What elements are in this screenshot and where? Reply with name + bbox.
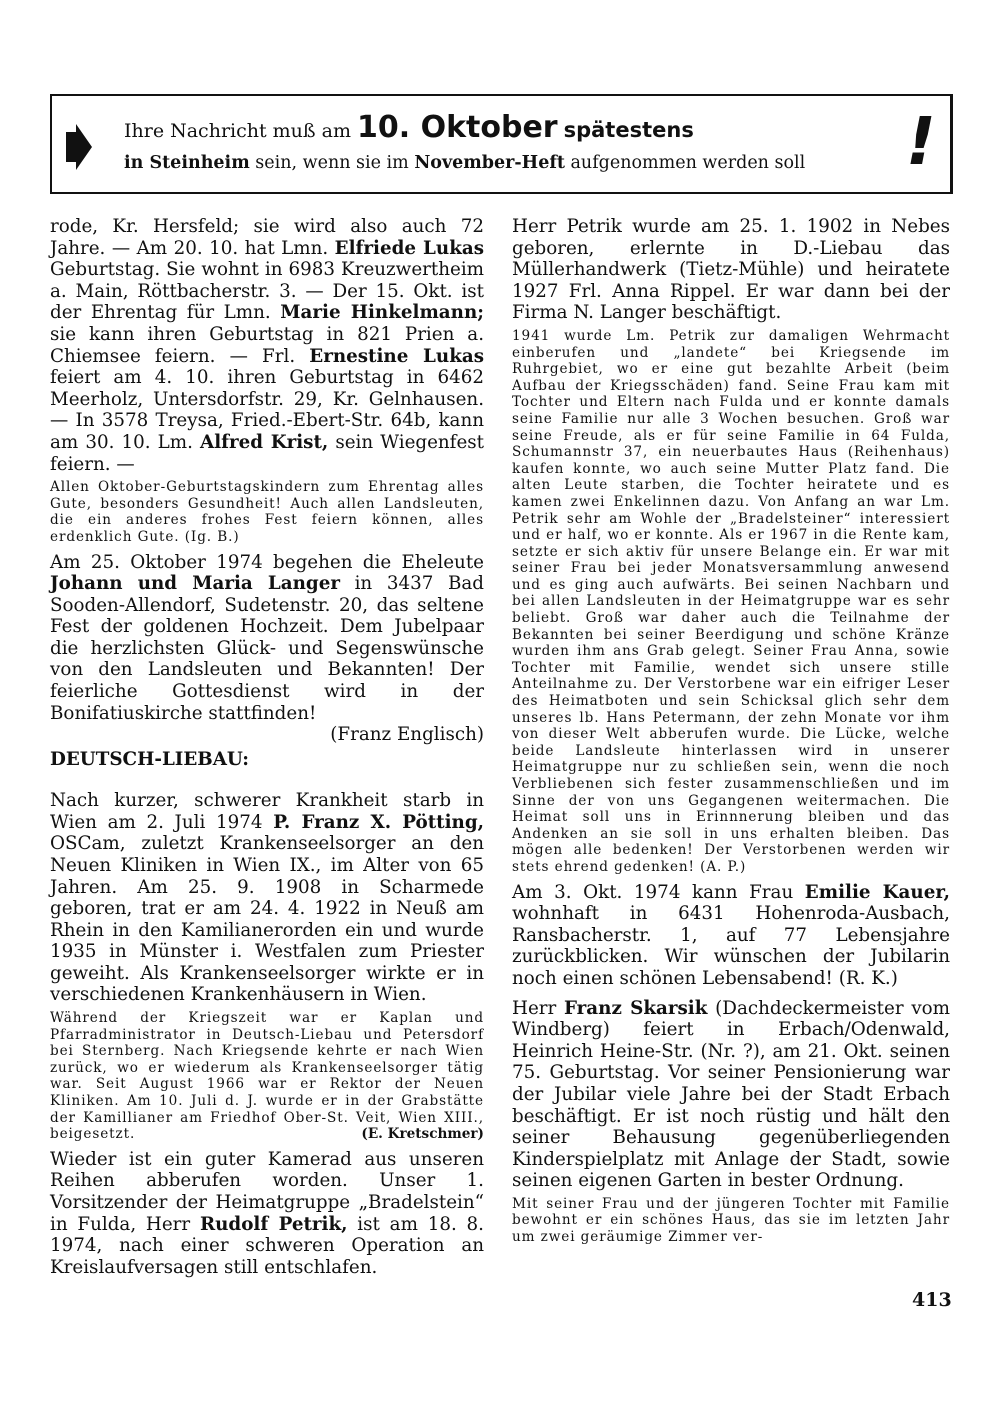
section-heading [50,748,484,772]
text-run: Wieder ist ein guter Kamerad aus unseren Reihen abberufen worden. Unser 1. Vorsitzender der Heimatgruppe „Bradelstein“ in Fulda, Herr [50,1148,484,1235]
person-name: Alfred Krist, [200,431,329,453]
text-run: in 3437 Bad Sooden-Allendorf, Sudetenstr. 20, das seltene Fest der goldenen Hochzeit. Dem Jubelpaar die herzlichsten Glück- und Segenswünsche von den Landsleuten und Bekannten! Der feierliche Gottesdienst wird in der Bonifatiuskirche stattfinden! [50,573,484,724]
article-paragraph [50,552,484,725]
article-paragraph [512,328,950,876]
author-signature: (Franz Englisch) [330,724,484,746]
article-paragraph [50,479,484,545]
text-run: Allen Oktober-Geburtstagskindern zum Ehrentag alles Gute, besonders Gesundheit! Auch allen Landsleuten, die ein anderes frohes Fest feiern können, alles erdenklich Gute. (Ig. B.) [50,479,484,545]
author-signature: (E. Kretschmer) [361,1126,484,1143]
text-run: 1941 wurde Lm. Petrik zur damaligen Wehrmacht einberufen und „landete“ bei Kriegsende im Ruhrgebiet, wo er eine gut bezahlte Arbeit (beim Aufbau der Kriegsschäden) fand. Seine Frau kam mit Tochter und Eltern nach Fulda und er konnte damals seine Familie nur alle 3 Wochen besuchen. Groß war seine Freude, als er für seine Familie in 64 Fulda, Schumannstr 37, ein neuerbautes Haus (Reihenhaus) kaufen konnte, wo auch seine Mutter Platz fand. Die alten Leute starben, die Tochter heiratete und es kamen zwei Enkelinnen dazu. Von Anfang an war Lm. Petrik sehr am Wohle der „Bradelsteiner“ interessiert und er half, wo er konnte. Als er 1967 in die Rente kam, setzte er sich aktiv für unsere Belange ein. Er war mit seiner Frau bei jeder Monatsversammlung anwesend und es ging auch aufwärts. Bei seinen Nachbarn und bei allen Landsleuten in der Heimatgruppe war es sehr beliebt. Groß war daher auch die Teilnahme der Bekannten bei seiner Beerdigung und schöne Kränze wurden ihm ans Grab gelegt. Seiner Frau Anna, sowie Tochter mit Familie, wendet sich unsere stille Anteilnahme zu. Der Verstorbene war ein eifriger Leser des Heimatboten und sein Schicksal glich sehr dem unseres lb. Hans Petermann, der zehn Monate vor ihm von dieser Welt abberufen wurde. Die Lücke, welche beide Landsleute hinterlassen wird in unserer Heimatgruppe nur zu schließen sein, wenn die noch Verbliebenen sich fester zusammenschließen und im Sinne der von uns Gegangenen weitermachen. Die Heimat soll uns in Erinnnerung bleiben und das Andenken an sie soll in uns erhalten bleiben. Das mögen alle bedenken! Der Verstorbenen werden wir stets ehrend gedenken! (A. P.) [512,327,950,875]
text-run: Während der Kriegszeit war er Kaplan und Pfarradministrator in Deutsch-Liebau und Petersdorf bei Sternberg. Nach Kriegsende kehrte er nach Wien zurück, wo er wiederum als Krankenseelsorger tätig war. Seit August 1966 war er Rektor der Neuen Kliniken. Am 10. Juli d. J. wurde er in der Grabstätte der Kamillianer am Friedhof Ober-St. Veit, Wien XIII., beigesetzt. [50,1010,484,1143]
article-paragraph [512,1196,950,1246]
deadline-notice-box [50,94,953,194]
left-column [50,216,484,1278]
person-name: Marie Hinkelmann; [280,302,484,324]
article-paragraph [512,882,950,990]
person-name: Franz Skarsik [564,997,708,1019]
article-paragraph [512,216,950,324]
page-number: 413 [912,1289,952,1311]
text-run: (Dachdeckermeister vom Windberg) feiert in Erbach/Odenwald, Heinrich Heine-Str. (Nr. ?), am 21. Okt. seinen 75. Geburtstag. Vor seiner Pensionierung war der Jubilar viele Jahre bei der Stadt Erbach beschäftigt. Er ist noch rüstig und hält den seiner Behausung gegenüberliegenden Kinderspielplatz mit Anlage der Stadt, sowie seinen eigenen Garten in bester Ordnung. [512,997,950,1192]
text-run: ist am 18. 8. 1974, nach einer schweren Operation an Kreislaufversagen still entschlafen. [50,1213,484,1278]
text-run: Herr Petrik wurde am 25. 1. 1902 in Nebes geboren, erlernte in D.-Liebau das Müllerhandwerk (Tietz-Mühle) und heiratete 1927 Frl. Anna Rippel. Er war dann bei der Firma N. Langer beschäftigt. [512,216,950,324]
text-run: Herr [512,997,565,1019]
article-paragraph [512,998,950,1192]
text-run: DEUTSCH-LIEBAU: [50,748,249,770]
right-column [512,216,950,1249]
text-run: sein Wiegenfest feiern. — [50,431,484,475]
text-run: aufgenommen werden soll [564,153,806,173]
article-paragraph [50,1010,484,1143]
text-run: OSCam, zuletzt Krankenseelsorger an den Neuen Kliniken in Wien IX., im Alter von 65 Jahren. Am 25. 9. 1908 in Scharmede geboren, trat er am 24. 4. 1922 in Neuß am Rhein in den Kamilianerorden ein und wurde 1935 in Münster i. Westfalen zum Priester geweiht. Als Krankenseelsorger wirkte er in verschiedenen Krankenhäusern in Wien. [50,833,484,1006]
text-run: sein, wenn sie im [249,153,415,173]
deadline-date: 10. Oktober [356,110,558,145]
text-run: rode, Kr. Hersfeld; sie wird also auch 72 Jahre. — Am 20. 10. hat Lmn. [50,216,484,259]
article-paragraph [50,216,484,475]
person-name: Ernestine Lukas [309,345,484,367]
article-paragraph [50,790,484,1006]
text-run: feiert am 4. 10. ihren Geburtstag in 6462 Meerholz, Untersdorfstr. 29, Kr. Gelnhausen. — In 3578 Treysa, Fried.-Ebert-Str. 64b, kann am 30. 10. Lm. [50,367,484,453]
text-run: sie kann ihren Geburtstag in 821 Prien a. Chiemsee feiern. — Frl. [50,323,484,367]
text-run: Am 3. Okt. 1974 kann Frau [512,881,805,903]
deadline-line-2 [124,153,805,173]
exclamation-mark: ! [905,103,936,180]
person-name: Rudolf Petrik, [199,1213,348,1235]
text-run: Am 25. Oktober 1974 begehen die Eheleute [50,551,484,573]
text-run: Nach kurzer, schwerer Krankheit starb in Wien am 2. Juli 1974 [50,790,484,833]
person-name: Elfriede Lukas [334,237,485,259]
deadline-line-1 [124,110,694,145]
deadline-prefix: Ihre Nachricht muß am [124,120,351,142]
article-paragraph [50,1149,484,1279]
bold-text: in Steinheim [124,153,250,173]
deadline-latest: spätestens [563,118,694,142]
person-name: P. Franz X. Pötting, [273,811,484,833]
text-run: Mit seiner Frau und der jüngeren Tochter mit Familie bewohnt er ein schönes Haus, das sie im letzten Jahr um zwei geräumige Zimmer ver- [512,1195,950,1246]
arrow-right-icon [66,124,92,170]
person-name: Johann und Maria Langer [50,573,340,595]
bold-text: November-Heft [414,153,565,173]
text-run: Geburtstag. Sie wohnt in 6983 Kreuzwertheim a. Main, Röttbacherstr. 3. — Der 15. Okt. ist der Ehrentag für Lmn. [50,259,484,324]
text-run: wohnhaft in 6431 Hohenroda-Ausbach, Ransbacherstr. 1, auf 77 Lebensjahre zurückblicken. Wir wünschen der Jubilarin noch einen schönen Lebensabend! (R. K.) [512,903,950,989]
person-name: Emilie Kauer, [804,881,950,903]
